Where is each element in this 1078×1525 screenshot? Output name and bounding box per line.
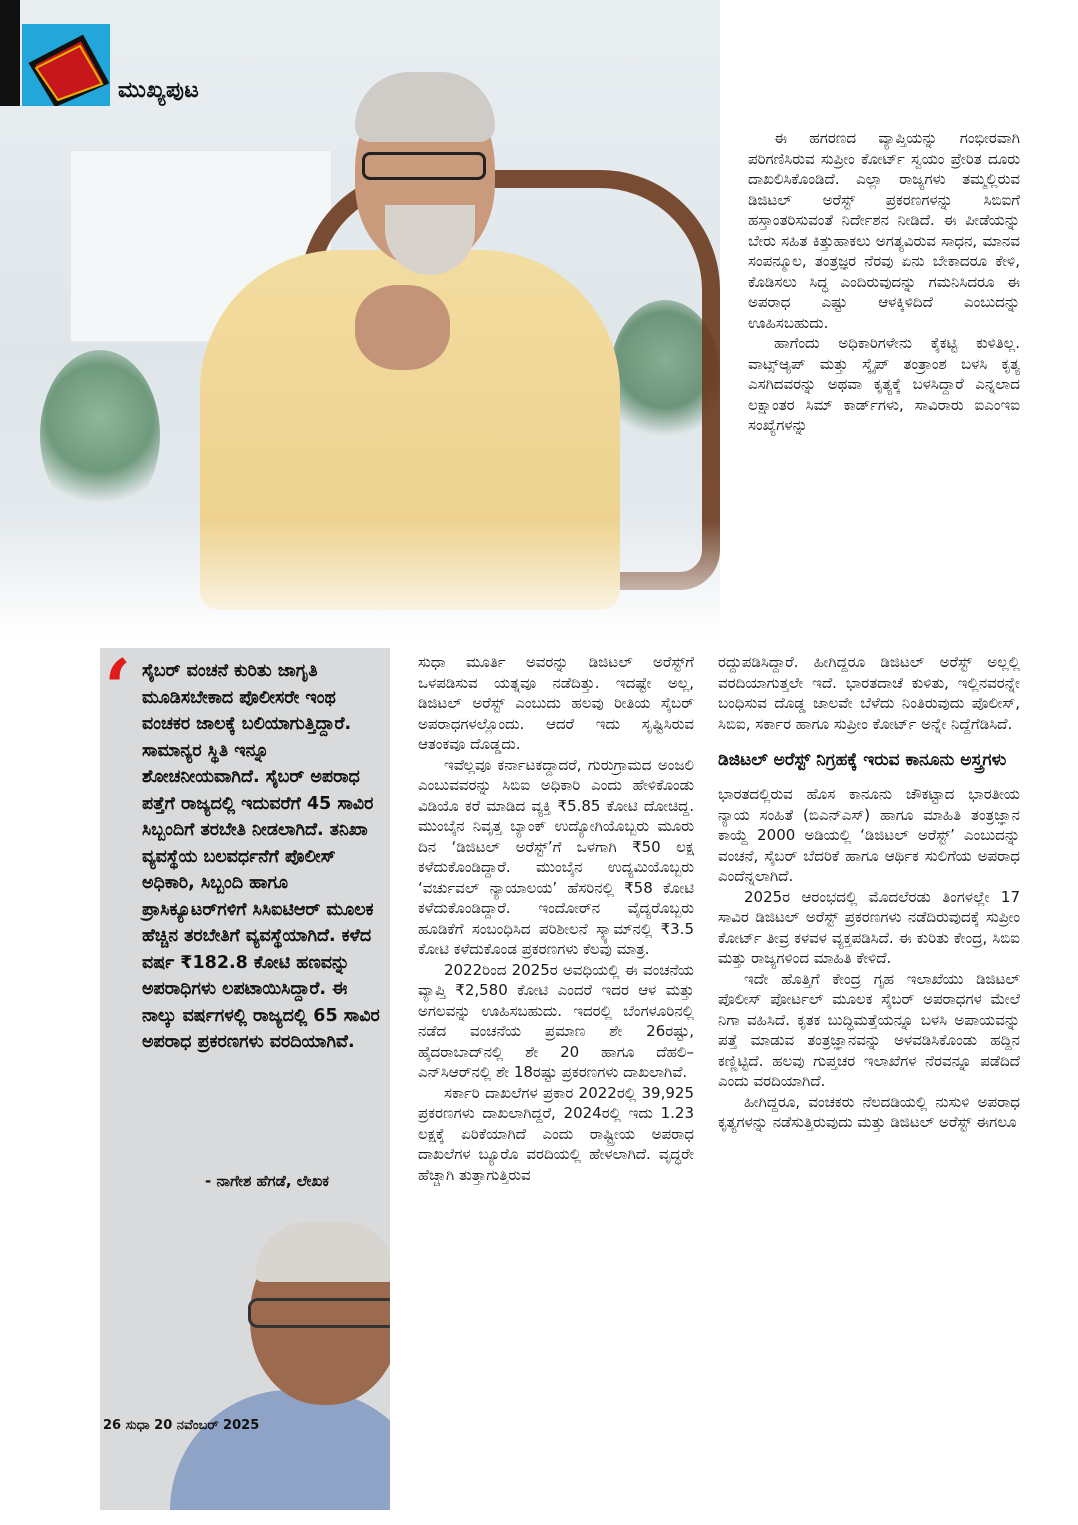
logo-icon [22,24,110,106]
paragraph: ಇವೆಲ್ಲವೂ ಕರ್ನಾಟಕದ್ದಾದರೆ, ಗುರುಗ್ರಾಮದ ಅಂಜಲಿ ಎಂಬುವವರನ್ನು ಸಿಬಿಐ ಅಧಿಕಾರಿ ಎಂದು ಹೇಳಿಕೊಂಡು ವಿಡಿಯೊ ಕರೆ ಮಾಡಿದ ವ್ಯಕ್ತಿ ₹5.85 ಕೋಟಿ ದೋಚಿದ್ದ. ಮುಂಬೈನ ನಿವೃತ್ತ ಬ್ಯಾಂಕ್ ಉದ್ಯೋಗಿಯೊಬ್ಬರು ಮೂರು ದಿನ ‘ಡಿಜಿಟಲ್ ಅರೆಸ್ಟ್’ಗೆ ಒಳಗಾಗಿ ₹50 ಲಕ್ಷ ಕಳೆದುಕೊಂಡಿದ್ದಾರೆ. ಮುಂಬೈನ ಉದ್ಯಮಿಯೊಬ್ಬರು ‘ವರ್ಚುವಲ್ ನ್ಯಾಯಾಲಯ’ ಹೆಸರಿನಲ್ಲಿ ₹58 ಕೋಟಿ ಕಳೆದುಕೊಂಡಿದ್ದಾರೆ. ಇಂದೋರ್‌ನ ವೈದ್ಯರೊಬ್ಬರು ಹೂಡಿಕೆಗೆ ಸಂಬಂಧಿಸಿದ ಪರಿಶೀಲನೆ ಸ್ಕ್ಯಾಮ್‌ನಲ್ಲಿ ₹3.5 ಕೋಟಿ ಕಳೆದುಕೊಂಡ ಪ್ರಕರಣಗಳು ಕೆಲವು ಮಾತ್ರ. [418,755,694,958]
section-label: ಮುಖ್ಯಪುಟ [118,78,200,103]
person-hair [355,72,495,142]
paragraph: ರದ್ದುಪಡಿಸಿದ್ದಾರೆ. ಹೀಗಿದ್ದರೂ ಡಿಜಿಟಲ್ ಅರೆಸ್ಟ್ ಅಲ್ಲಲ್ಲಿ ವರದಿಯಾಗುತ್ತಲೇ ಇದೆ. ಭಾರತದಾಚೆ ಕುಳಿತು, ಇಲ್ಲಿನವರನ್ನೇ ಬಂಧಿಸುವ ದೊಡ್ಡ ಜಾಲವೇ ಬೆಳೆದು ನಿಂತಿರುವುದು ಪೊಲೀಸ್, ಸಿಬಿಐ, ಸರ್ಕಾರ ಹಾಗೂ ಸುಪ್ರೀಂ ಕೋರ್ಟ್ ಅನ್ನೇ ನಿದ್ದೆಗೆಡಿಸಿದೆ. [718,653,1020,733]
author-portrait [100,1210,390,1510]
quote-mark-icon: ‘ [104,643,132,734]
person-hands [355,285,450,370]
pull-quote-text: ಸೈಬರ್ ವಂಚನೆ ಕುರಿತು ಜಾಗೃತಿ ಮೂಡಿಸಬೇಕಾದ ಪೊಲೀಸರೇ ಇಂಥ ವಂಚಕರ ಜಾಲಕ್ಕೆ ಬಲಿಯಾಗುತ್ತಿದ್ದಾರೆ. ಸಾಮಾನ್ಯರ ಸ್ಥಿತಿ ಇನ್ನೂ ಶೋಚನೀಯವಾಗಿದೆ. ಸೈಬರ್ ಅಪರಾಧ ಪತ್ತೆಗೆ ರಾಜ್ಯದಲ್ಲಿ ಇದುವರೆಗೆ 45 ಸಾವಿರ ಸಿಬ್ಬಂದಿಗೆ ತರಬೇತಿ ನೀಡಲಾಗಿದೆ. ತನಿಖಾ ವ್ಯವಸ್ಥೆಯ ಬಲವರ್ಧನೆಗೆ ಪೊಲೀಸ್ ಅಧಿಕಾರಿ, ಸಿಬ್ಬಂದಿ ಹಾಗೂ ಪ್ರಾಸಿಕ್ಯೂಟರ್‌ಗಳಿಗೆ ಸಿಸಿಐಟಿಆರ್ ಮೂಲಕ ಹೆಚ್ಚಿನ ತರಬೇತಿಗೆ ವ್ಯವಸ್ಥೆಯಾಗಿದೆ. ಕಳೆದ ವರ್ಷ ₹182.8 ಕೋಟಿ ಹಣವನ್ನು ಅಪರಾಧಿಗಳು ಲಪಟಾಯಿಸಿದ್ದಾರೆ. ಈ ನಾಲ್ಕು ವರ್ಷಗಳಲ್ಲಿ ರಾಜ್ಯದಲ್ಲಿ 65 ಸಾವಿರ ಅಪರಾಧ ಪ್ರಕರಣಗಳು ವರದಿಯಾಗಿವೆ. [142,661,380,1052]
paragraph: ಇದೇ ಹೊತ್ತಿಗೆ ಕೇಂದ್ರ ಗೃಹ ಇಲಾಖೆಯು ಡಿಜಿಟಲ್ ಪೊಲೀಸ್ ಪೋರ್ಟಲ್ ಮೂಲಕ ಸೈಬರ್ ಅಪರಾಧಗಳ ಮೇಲೆ ನಿಗಾ ವಹಿಸಿದೆ. ಕೃತಕ ಬುದ್ಧಿಮತ್ತೆಯನ್ನೂ ಬಳಸಿ ಅಪಾಯವನ್ನು ಪತ್ತೆ ಮಾಡುವ ತಂತ್ರಜ್ಞಾನವನ್ನು ಅಳವಡಿಸಿಕೊಂಡು ಹದ್ದಿನ ಕಣ್ಣಿಟ್ಟಿದೆ. ಹಲವು ಗುಪ್ತಚರ ಇಲಾಖೆಗಳ ನೆರವನ್ನೂ ಪಡೆದಿದೆ ಎಂದು ವರದಿಯಾಗಿದೆ. [718,969,1020,1090]
portrait-glasses [248,1298,390,1328]
paragraph: 2025ರ ಆರಂಭದಲ್ಲಿ ಮೊದಲೆರಡು ತಿಂಗಳಲ್ಲೇ 17 ಸಾವಿರ ಡಿಜಿಟಲ್ ಅರೆಸ್ಟ್ ಪ್ರಕರಣಗಳು ನಡೆದಿರುವುದಕ್ಕೆ ಸುಪ್ರೀಂ ಕೋರ್ಟ್ ತೀವ್ರ ಕಳವಳ ವ್ಯಕ್ತಪಡಿಸಿದೆ. ಈ ಕುರಿತು ಕೇಂದ್ರ, ಸಿಬಿಐ ಮತ್ತು ರಾಜ್ಯಗಳಿಂದ ಮಾಹಿತಿ ಕೇಳಿದೆ. [718,887,1020,967]
page-footer [103,1418,259,1433]
paragraph: ಹಾಗೆಂದು ಅಧಿಕಾರಿಗಳೇನು ಕೈಕಟ್ಟಿ ಕುಳಿತಿಲ್ಲ. ವಾಟ್ಸ್‌ಆ್ಯಪ್ ಮತ್ತು ಸ್ಕೈಪ್ ತಂತ್ರಾಂಶ ಬಳಸಿ ಕೃತ್ಯ ಎಸಗಿದವರನ್ನು ಅಥವಾ ಕೃತ್ಯಕ್ಕೆ ಬಳಸಿದ್ದಾರೆ ಎನ್ನಲಾದ ಲಕ್ಷಾಂತರ ಸಿಮ್ ಕಾರ್ಡ್‌ಗಳು, ಸಾವಿರಾರು ಐಎಂಇಐ ಸಂಖ್ಯೆಗಳನ್ನು [748,334,1020,434]
person-glasses [362,152,486,180]
hero-fade [0,520,720,640]
plant-left [40,350,160,520]
article-column-middle [418,652,694,1185]
subheading: ಡಿಜಿಟಲ್ ಅರೆಸ್ಟ್ ನಿಗ್ರಹಕ್ಕೆ ಇರುವ ಕಾನೂನು ಅಸ್ತ್ರಗಳು [718,750,1007,770]
page-number: 26 [103,1418,122,1433]
paragraph: ಈ ಹಗರಣದ ವ್ಯಾಪ್ತಿಯನ್ನು ಗಂಭೀರವಾಗಿ ಪರಿಗಣಿಸಿರುವ ಸುಪ್ರೀಂ ಕೋರ್ಟ್ ಸ್ವಯಂ ಪ್ರೇರಿತ ದೂರು ದಾಖಲಿಸಿಕೊಂಡಿದೆ. ಎಲ್ಲಾ ರಾಜ್ಯಗಳು ತಮ್ಮಲ್ಲಿರುವ ಡಿಜಿಟಲ್ ಅರೆಸ್ಟ್ ಪ್ರಕರಣಗಳನ್ನು ಸಿಬಿಐಗೆ ಹಸ್ತಾಂತರಿಸುವಂತೆ ನಿರ್ದೇಶನ ನೀಡಿದೆ. ಈ ಪೀಡೆಯನ್ನು ಬೇರು ಸಹಿತ ಕಿತ್ತುಹಾಕಲು ಅಗತ್ಯವಿರುವ ಸಾಧನ, ಮಾನವ ಸಂಪನ್ಮೂಲ, ತಂತ್ರಜ್ಞರ ನೆರವು ಏನು ಬೇಕಾದರೂ ಕೇಳಿ, ಕೊಡಿಸಲು ಸಿದ್ಧ ಎಂದಿರುವುದನ್ನು ಗಮನಿಸಿದರೂ ಈ ಅಪರಾಧ ಎಷ್ಟು ಆಳಕ್ಕಿಳಿದಿದೆ ಎಂಬುದನ್ನು ಊಹಿಸಬಹುದು. [748,129,1020,332]
logo-bar [0,0,20,106]
paragraph: ಹೀಗಿದ್ದರೂ, ವಂಚಕರು ನೆಲದಡಿಯಲ್ಲಿ ನುಸುಳಿ ಅಪರಾಧ ಕೃತ್ಯಗಳನ್ನು ನಡೆಸುತ್ತಿರುವುದು ಮತ್ತು ಡಿಜಿಟಲ್ ಅರೆಸ್ಟ್ ಈಗಲೂ [718,1092,1020,1131]
magazine-logo [22,24,110,106]
pull-quote-attribution: - ನಾಗೇಶ ಹೆಗಡೆ, ಲೇಖಕ [205,1172,330,1190]
paragraph: ಭಾರತದಲ್ಲಿರುವ ಹೊಸ ಕಾನೂನು ಚೌಕಟ್ಟಾದ ಭಾರತೀಯ ನ್ಯಾಯ ಸಂಹಿತೆ (ಬಿಎನ್‌ಎಸ್) ಹಾಗೂ ಮಾಹಿತಿ ತಂತ್ರಜ್ಞಾನ ಕಾಯ್ದೆ 2000 ಅಡಿಯಲ್ಲಿ ‘ಡಿಜಿಟಲ್ ಅರೆಸ್ಟ್’ ಎಂಬುದನ್ನು ವಂಚನೆ, ಸೈಬರ್ ಬೆದರಿಕೆ ಹಾಗೂ ಆರ್ಥಿಕ ಸುಲಿಗೆಯ ಅಪರಾಧ ಎಂದೆನ್ನಲಾಗಿದೆ. [718,785,1020,885]
paragraph: 2022ರಿಂದ 2025ರ ಅವಧಿಯಲ್ಲಿ ಈ ವಂಚನೆಯ ವ್ಯಾಪ್ತಿ ₹2,580 ಕೋಟಿ ಎಂದರೆ ಇದರ ಆಳ ಮತ್ತು ಅಗಲವನ್ನು ಊಹಿಸಬಹುದು. ಇದರಲ್ಲಿ ಬೆಂಗಳೂರಿನಲ್ಲಿ ನಡೆದ ವಂಚನೆಯ ಪ್ರಮಾಣ ಶೇ 26ರಷ್ಟು, ಹೈದರಾಬಾದ್‌ನಲ್ಲಿ ಶೇ 20 ಹಾಗೂ ದೆಹಲಿ–ಎನ್‌ಸಿಆರ್‌ನಲ್ಲಿ ಶೇ 18ರಷ್ಟು ಪ್ರಕರಣಗಳು ದಾಖಲಾಗಿವೆ. [418,960,694,1081]
paragraph: ಸುಧಾ ಮೂರ್ತಿ ಅವರನ್ನು ಡಿಜಿಟಲ್ ಅರೆಸ್ಟ್‌ಗೆ ಒಳಪಡಿಸುವ ಯತ್ನವೂ ನಡೆದಿತ್ತು. ಇದಷ್ಟೇ ಅಲ್ಲ, ಡಿಜಿಟಲ್ ಅರೆಸ್ಟ್ ಎಂಬುದು ಹಲವು ರೀತಿಯ ಸೈಬರ್ ಅಪರಾಧಗಳಲ್ಲೊಂದು. ಆದರೆ ಇದು ಸೃಷ್ಟಿಸಿರುವ ಆತಂಕವೂ ದೊಡ್ಡದು. [418,653,694,753]
article-column-right-bottom [718,652,1020,1133]
publication-date: ಸುಧಾ 20 ನವೆಂಬರ್ 2025 [125,1418,260,1433]
article-column-right-top [748,128,1020,436]
paragraph: ಸರ್ಕಾರಿ ದಾಖಲೆಗಳ ಪ್ರಕಾರ 2022ರಲ್ಲಿ 39,925 ಪ್ರಕರಣಗಳು ದಾಖಲಾಗಿದ್ದರೆ, 2024ರಲ್ಲಿ ಇದು 1.23 ಲಕ್ಷಕ್ಕೆ ಏರಿಕೆಯಾಗಿದೆ ಎಂದು ರಾಷ್ಟ್ರೀಯ ಅಪರಾಧ ದಾಖಲೆಗಳ ಬ್ಯೂರೊ ವರದಿಯಲ್ಲಿ ಹೇಳಲಾಗಿದೆ. ವೃದ್ಧರೇ ಹೆಚ್ಚಾಗಿ ತುತ್ತಾಗುತ್ತಿರುವ [418,1083,694,1184]
